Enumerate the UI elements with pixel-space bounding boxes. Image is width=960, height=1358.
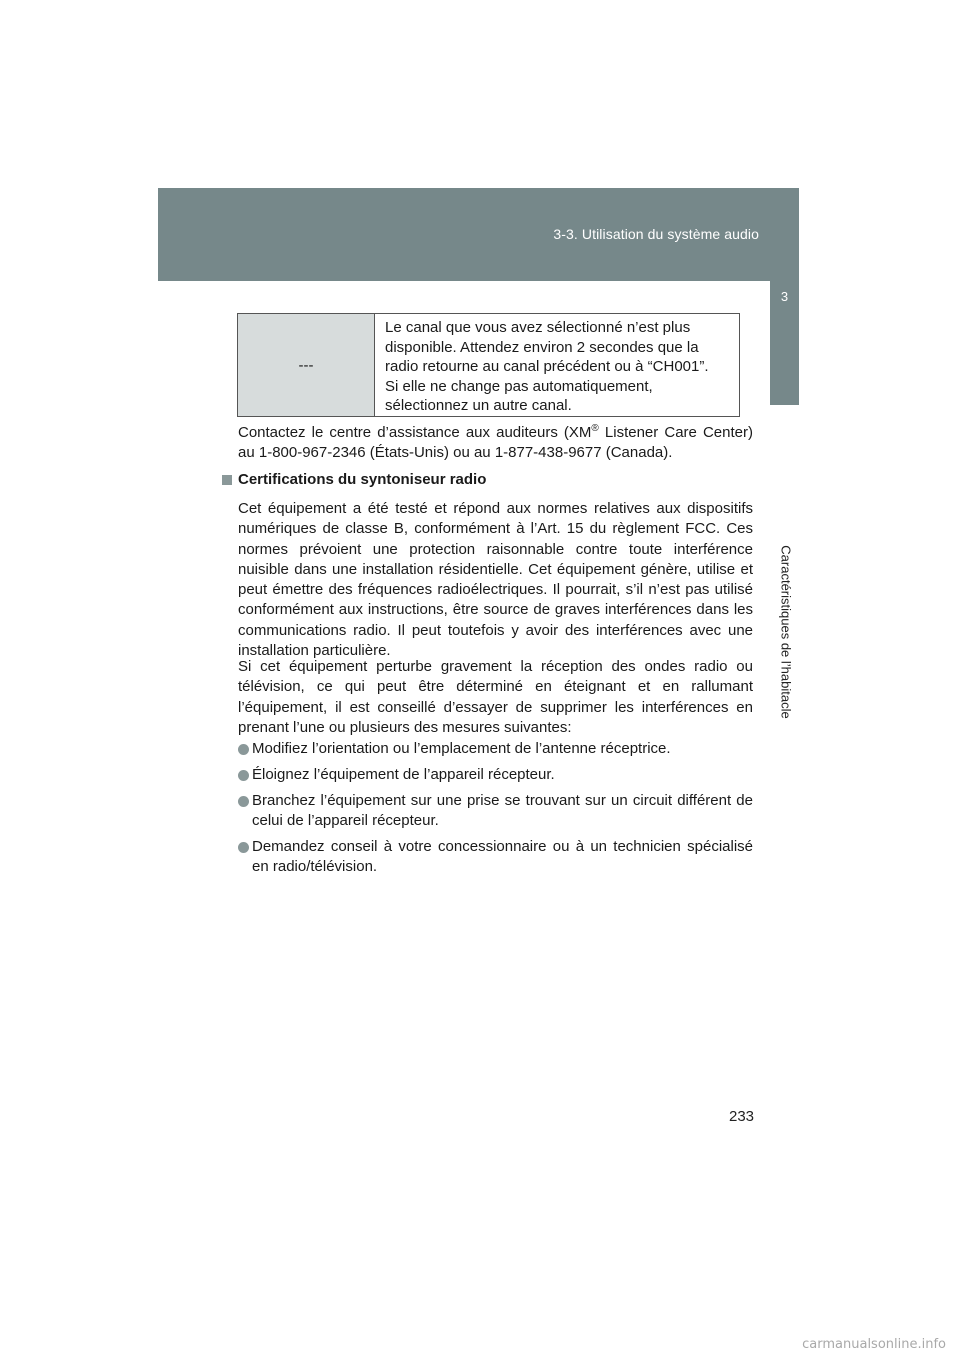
chapter-number: 3: [780, 289, 789, 304]
list-item: [238, 739, 753, 759]
page-number: 233: [729, 1108, 755, 1125]
status-code: ---: [238, 314, 375, 416]
list-item: [238, 791, 753, 832]
chapter-tab: [770, 281, 799, 405]
certification-paragraph-1: Cet équipement a été testé et répond aux normes relatives aux dispositifs numériques de classe B, conformément à l’Art. 15 du règlement FCC. Ces normes prévoient une protection raisonnable contre toute interférence nuisible dans une installation résidentielle. Cet équipement génère, utilise et peut émettre des fréquences radioélectriques. Il pourrait, s’il n’est pas utilisé conformément aux instructions, être source de graves interférences dans les communications radio. Il peut toutefois y avoir des interférences avec une installation particulière.: [238, 500, 753, 660]
round-bullet-icon: [238, 791, 252, 811]
section-title: 3-3. Utilisation du système audio: [553, 226, 759, 242]
certification-paragraph-2: Si cet équipement perturbe gravement la réception des ondes radio ou télévision, ce qui peut être déterminé en éteignant et en rallumant l’équipement, il est conseillé d’essayer de supprimer les interférences en prenant l’une ou plusieurs des mesures suivantes:: [238, 658, 753, 736]
round-bullet-icon: [238, 837, 252, 857]
square-bullet-icon: [222, 475, 232, 485]
list-item-text: Éloignez l’équipement de l’appareil récepteur.: [252, 766, 555, 783]
round-bullet-icon: [238, 765, 252, 785]
round-bullet-icon: [238, 739, 252, 759]
chapter-label: Caractéristiques de l’habitacle: [778, 545, 794, 719]
status-description: Le canal que vous avez sélectionné n’est plus disponible. Attendez environ 2 secondes que la radio retourne au canal précédent ou à “CH001”. Si elle ne change pas automatiquement, sélectionnez un autre canal.: [385, 319, 709, 414]
list-item: [238, 765, 753, 785]
list-item-text: Modifiez l’orientation ou l’emplacement de l’antenne réceptrice.: [252, 740, 671, 757]
list-item: [238, 837, 753, 878]
contact-text-after: Listener Care Center) au 1-800-967-2346 (États-Unis) ou au 1-877-438-9677 (Canada).: [238, 424, 753, 462]
header-band: [158, 188, 799, 281]
section-heading: [222, 471, 486, 488]
watermark: carmanualsonline.info: [802, 1337, 946, 1352]
list-item-text: Demandez conseil à votre concessionnaire ou à un technicien spécialisé en radio/télévision.: [252, 838, 753, 876]
registered-mark: ®: [591, 423, 599, 434]
contact-paragraph: [238, 423, 753, 464]
list-item-text: Branchez l’équipement sur une prise se trouvant sur un circuit différent de celui de l’appareil récepteur.: [252, 792, 753, 830]
status-table: [237, 313, 740, 417]
contact-text-before: Contactez le centre d’assistance aux auditeurs (XM: [238, 424, 592, 441]
section-heading-text: Certifications du syntoniseur radio: [238, 471, 487, 488]
